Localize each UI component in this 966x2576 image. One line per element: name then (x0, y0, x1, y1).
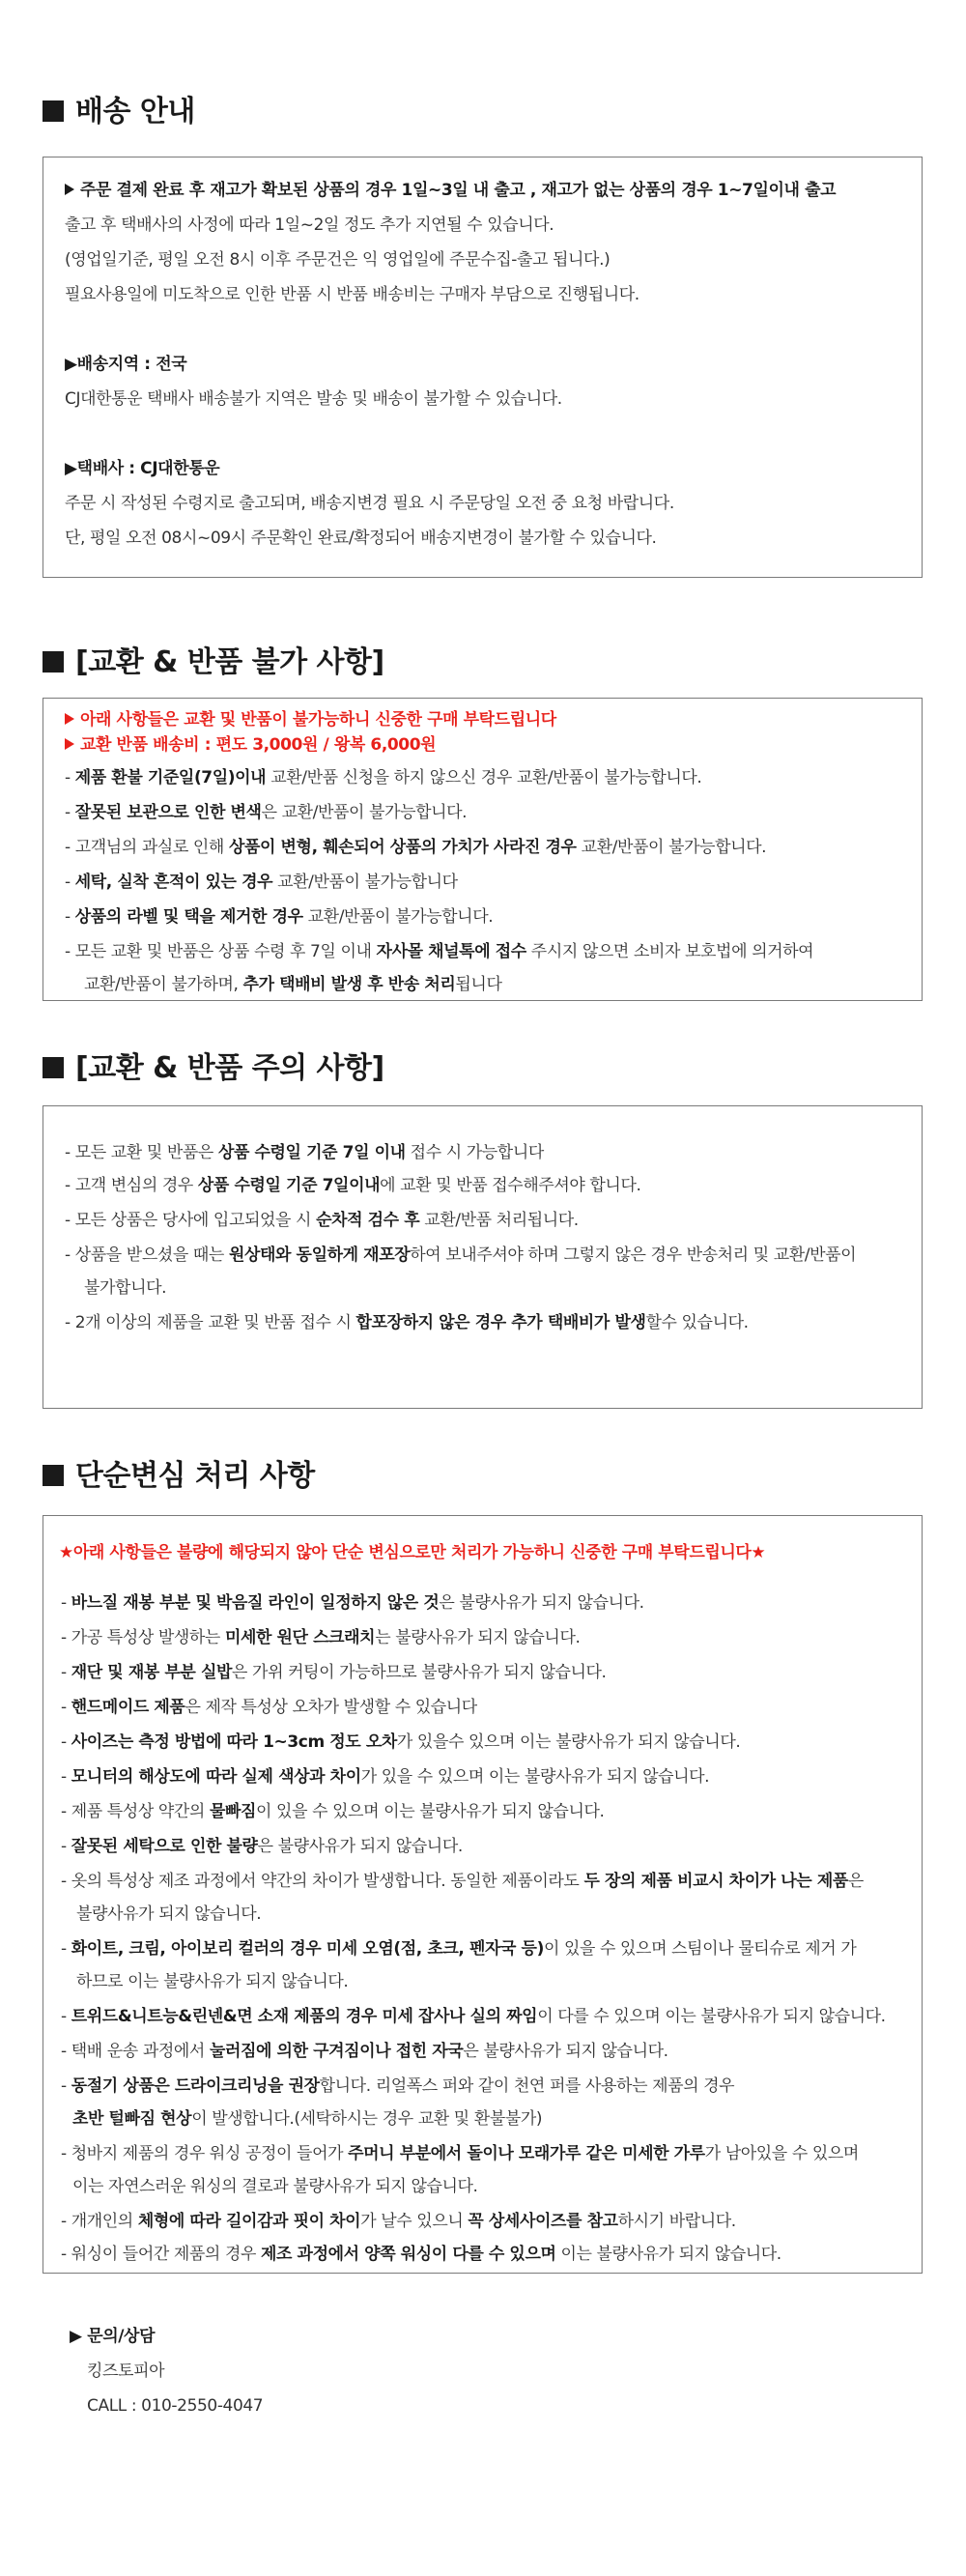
simple-s6-c-text: 가 있을 수 있으며 이는 불량사유가 되지 않습니다. (360, 1767, 710, 1787)
shipping-courier-desc-1: 주문 시 작성된 수령지로 출고되며, 배송지변경 필요 시 주문당일 오전 중 요청 바랍니다. (65, 494, 674, 513)
no-return-i3-c-text: 교환/반품이 불가능합니다. (576, 838, 767, 857)
simple-item-1 (43, 1591, 939, 1615)
simple-s10l2-text: 하므로 이는 불량사유가 되지 않습니다. (76, 1972, 349, 1991)
simple-item-13-cont (43, 2107, 951, 2131)
simple-s16-b-text: 제조 과정에서 양쪽 워싱이 다를 수 있으며 (261, 2245, 556, 2264)
no-return-warn1-text: 아래 사항들은 교환 및 반품이 불가능하니 신중한 구매 부탁드립니다 (80, 710, 556, 730)
no-return-i5-c-text: 교환/반품이 불가능합니다. (302, 907, 494, 927)
contact-call: CALL : 010-2550-4047 (87, 2396, 264, 2416)
no-return-i4-c-text: 교환/반품이 불가능합니다 (272, 873, 458, 892)
simple-s6-b-text: 모니터의 해상도에 따라 실제 색상과 차이 (71, 1767, 361, 1787)
simple-s7-c-text: 이 있을 수 있으며 이는 불량사유가 되지 않습니다. (256, 1802, 605, 1821)
simple-s4-a-text: - (61, 1698, 71, 1717)
simple-s2-a-text: - 가공 특성상 발생하는 (61, 1628, 225, 1647)
simple-s11-c-text: 이 다를 수 있으며 이는 불량사유가 되지 않습니다. (537, 2007, 886, 2026)
caution-c5-c-text: 할수 있습니다. (645, 1313, 749, 1332)
caution-c4-a-text: - 상품을 받으셨을 때는 (65, 1245, 229, 1265)
simple-item-8 (43, 1835, 939, 1858)
simple-s5-b-text: 사이즈는 측정 방법에 따라 1~3cm 정도 오차 (71, 1732, 397, 1752)
shipping-courier-title: ▶택배사 : CJ대한통운 (65, 459, 220, 478)
simple-s15-a-text: - 개개인의 (61, 2212, 138, 2231)
simple-s10-c-text: 이 있을 수 있으며 스팀이나 물티슈로 제거 가 (543, 1939, 857, 1959)
simple-s3-b-text: 재단 및 재봉 부분 실밥 (71, 1663, 233, 1682)
caution-c4-c-text: 하여 보내주셔야 하며 그렇지 않은 경우 반송처리 및 교환/반품이 (410, 1245, 857, 1265)
simple-s16-c-text: 이는 불량사유가 되지 않습니다. (555, 2245, 781, 2264)
simple-item-14-cont (43, 2175, 951, 2198)
no-return-i1-b-text: 제품 환불 기준일(7일)이내 (74, 768, 267, 787)
caution-c3-c-text: 교환/반품 처리됩니다. (419, 1211, 579, 1230)
simple-s2-b-text: 미세한 원단 스크래치 (224, 1628, 376, 1647)
shipping-title-text: 배송 안내 (75, 95, 195, 129)
contact-section (0, 2300, 966, 2474)
no-return-i1-a-text: - (65, 768, 75, 787)
simple-s2-c-text: 는 불량사유가 되지 않습니다. (375, 1628, 581, 1647)
simple-s1-b-text: 바느질 재봉 부분 및 박음질 라인이 일정하지 않은 것 (71, 1593, 440, 1613)
caution-title-text: [교환 & 반품 주의 사항] (75, 1051, 384, 1085)
caution-c2-a-text: - 고객 변심의 경우 (65, 1176, 198, 1195)
simple-s12-c-text: 은 불량사유가 되지 않습니다. (463, 2042, 668, 2061)
simple-item-9-cont (43, 1903, 954, 1926)
simple-s15-d-text: 꼭 상세사이즈를 참고 (468, 2212, 618, 2231)
simple-s13-c-text: 합니다. 리얼폭스 퍼와 같이 천연 퍼를 사용하는 제품의 경우 (319, 2076, 735, 2096)
simple-s14-c-text: 가 남아있을 수 있으며 (704, 2144, 859, 2163)
simple-s3-a-text: - (61, 1663, 71, 1682)
caution-c5-b-text: 합포장하지 않은 경우 추가 택배비가 발생 (355, 1313, 646, 1332)
simple-item-13 (43, 2075, 939, 2098)
simple-change-title (43, 1457, 315, 1496)
caution-c1-a-text: - 모든 교환 및 반품은 (65, 1143, 218, 1162)
no-return-i4-b-text: 세탁, 실착 흔적이 있는 경우 (74, 873, 273, 892)
simple-item-5 (43, 1731, 939, 1754)
no-return-i6l2-a-text: 교환/반품이 불가하며, (84, 975, 243, 994)
no-return-i2-a-text: - (65, 803, 75, 822)
no-return-i2-b-text: 잘못된 보관으로 인한 변색 (74, 803, 262, 822)
simple-item-11 (43, 2005, 939, 2028)
simple-item-4 (43, 1696, 939, 1719)
contact-name: 킹즈토피아 (87, 2361, 165, 2381)
shipping-area-desc: CJ대한통운 택배사 배송불가 지역은 발송 및 배송이 불가할 수 있습니다. (65, 389, 562, 409)
no-return-i2-c-text: 은 교환/반품이 불가능합니다. (261, 803, 468, 822)
contact-title: ▶ 문의/상담 (70, 2327, 156, 2346)
simple-item-12 (43, 2040, 939, 2063)
simple-s8-c-text: 은 불량사유가 되지 않습니다. (257, 1837, 463, 1856)
simple-s11-a-text: - (61, 2007, 71, 2026)
caution-c1-c-text: 접수 시 가능합니다 (405, 1143, 544, 1162)
no-return-i6-a-text: - 모든 교환 및 반품은 상품 수령 후 7일 이내 (65, 942, 377, 961)
no-return-i6-b-text: 자사몰 채널톡에 접수 (376, 942, 526, 961)
simple-s14-b-text: 주머니 부분에서 돌이나 모래가루 같은 미세한 가루 (348, 2144, 705, 2163)
simple-s15-c-text: 가 날수 있으니 (360, 2212, 469, 2231)
simple-item-15 (43, 2210, 939, 2233)
shipping-line3-text: (영업일기준, 평일 오전 8시 이후 주문건은 익 영업일에 주문수집-출고 됩니다.) (65, 250, 611, 270)
simple-change-box (43, 1515, 923, 2274)
caution-c4-b-text: 원상태와 동일하게 재포장 (228, 1245, 411, 1265)
simple-item-6 (43, 1765, 939, 1789)
simple-s9-a-text: - 옷의 특성상 제조 과정에서 약간의 차이가 발생합니다. 동일한 제품이라도 (61, 1872, 584, 1891)
simple-s5-c-text: 가 있을수 있으며 이는 불량사유가 되지 않습니다. (396, 1732, 741, 1752)
simple-s4-b-text: 핸드메이드 제품 (71, 1698, 185, 1717)
simple-s8-b-text: 잘못된 세탁으로 인한 불량 (71, 1837, 258, 1856)
shipping-line4-text: 필요사용일에 미도착으로 인한 반품 시 반품 배송비는 구매자 부담으로 진행됩니다. (65, 285, 639, 304)
no-return-title-text: [교환 & 반품 불가 사항] (75, 645, 384, 679)
no-return-i6-c-text: 주시지 않으면 소비자 보호법에 의거하여 (526, 942, 814, 961)
simple-item-10-cont (43, 1970, 954, 1993)
simple-s13-b-text: 동절기 상품은 드라이크리닝을 권장 (71, 2076, 320, 2096)
simple-s13l2-b-text: 초반 털빠짐 현상 (72, 2109, 192, 2129)
simple-s7-a-text: - 제품 특성상 약간의 (61, 1802, 210, 1821)
simple-s16-a-text: - 워싱이 들어간 제품의 경우 (61, 2245, 261, 2264)
simple-s15-e-text: 하시기 바랍니다. (617, 2212, 736, 2231)
simple-item-14 (43, 2142, 939, 2165)
simple-s6-a-text: - (61, 1767, 71, 1787)
caution-c3-b-text: 순차적 검수 후 (316, 1211, 420, 1230)
square-bullet-icon (43, 1465, 64, 1486)
simple-s1-a-text: - (61, 1593, 71, 1613)
caution-c4l2-text: 불가합니다. (84, 1278, 167, 1298)
caution-c2-b-text: 상품 수령일 기준 7일이내 (197, 1176, 381, 1195)
simple-s4-c-text: 은 제작 특성상 오차가 발생할 수 있습니다 (185, 1698, 477, 1717)
simple-s10-b-text: 화이트, 크림, 아이보리 컬러의 경우 미세 오염(점, 초크, 펜자국 등) (71, 1939, 544, 1959)
simple-s10-a-text: - (61, 1939, 71, 1959)
no-return-i4-a-text: - (65, 873, 75, 892)
simple-s12-a-text: - 택배 운송 과정에서 (61, 2042, 210, 2061)
simple-s13l2-c-text: 이 발생합니다.(세탁하시는 경우 교환 및 환불불가) (191, 2109, 543, 2129)
simple-s3-c-text: 은 가위 커팅이 가능하므로 불량사유가 되지 않습니다. (232, 1663, 607, 1682)
simple-s9-c-text: 은 (847, 1872, 864, 1891)
simple-s9l2-text: 불량사유가 되지 않습니다. (76, 1904, 262, 1924)
simple-s8-a-text: - (61, 1837, 71, 1856)
simple-s7-b-text: 물빠짐 (209, 1802, 257, 1821)
no-return-i5-b-text: 상품의 라벨 및 택을 제거한 경우 (74, 907, 303, 927)
simple-item-10 (43, 1937, 939, 1961)
simple-s5-a-text: - (61, 1732, 71, 1752)
simple-s11-b-text: 트위드&니트능&린넨&면 소재 제품의 경우 미세 잡사나 실의 짜임 (71, 2007, 538, 2026)
simple-change-warning: ★아래 사항들은 불량에 해당되지 않아 단순 변심으로만 처리가 가능하니 신중한 구매 부탁드립니다★ (59, 1543, 766, 1562)
caution-c1-b-text: 상품 수령일 기준 7일 이내 (217, 1143, 406, 1162)
no-return-warn2-text: 교환 반품 배송비 : 편도 3,000원 / 왕복 6,000원 (80, 735, 437, 755)
simple-s14l2-text: 이는 자연스러운 워싱의 결로과 불량사유가 되지 않습니다. (72, 2177, 478, 2196)
simple-s12-b-text: 눌러짐에 의한 구겨짐이나 접힌 자국 (209, 2042, 464, 2061)
simple-item-16 (43, 2243, 939, 2266)
simple-s13-a-text: - (61, 2076, 71, 2096)
no-return-i6l2-c-text: 됩니다 (455, 975, 502, 994)
no-return-i1-c-text: 교환/반품 신청을 하지 않으신 경우 교환/반품이 불가능합니다. (266, 768, 702, 787)
simple-s9-b-text: 두 장의 제품 비교시 차이가 나는 제품 (583, 1872, 848, 1891)
shipping-area-title: ▶배송지역 : 전국 (65, 355, 187, 374)
simple-s14-a-text: - 청바지 제품의 경우 워싱 공정이 들어가 (61, 2144, 349, 2163)
no-return-i6l2-b-text: 추가 택배비 발생 후 반송 처리 (242, 975, 456, 994)
no-return-i3-b-text: 상품이 변형, 훼손되어 상품의 가치가 사라진 경우 (228, 838, 577, 857)
simple-s1-c-text: 은 불량사유가 되지 않습니다. (439, 1593, 644, 1613)
caution-c2-c-text: 에 교환 및 반품 접수해주셔야 합니다. (380, 1176, 641, 1195)
caution-c3-a-text: - 모든 상품은 당사에 입고되었을 시 (65, 1211, 317, 1230)
shipping-line2-text: 출고 후 택배사의 사정에 따라 1일~2일 정도 추가 지연될 수 있습니다. (65, 215, 554, 235)
simple-item-3 (43, 1661, 939, 1684)
shipping-line1-a-text: 주문 결제 완료 후 재고가 확보된 상품의 경우 1일~3일 내 출고 , 재고가 없는 상품의 경우 1~7일이내 출고 (80, 181, 837, 200)
simple-item-7 (43, 1800, 939, 1823)
simple-s15-b-text: 체형에 따라 길이감과 핏이 차이 (137, 2212, 361, 2231)
caution-c5-a-text: - 2개 이상의 제품을 교환 및 반품 접수 시 (65, 1313, 356, 1332)
shipping-courier-desc-2: 단, 평일 오전 08시~09시 주문확인 완료/확정되어 배송지변경이 불가할 수 있습니다. (65, 529, 657, 548)
simple-item-2 (43, 1626, 939, 1649)
no-return-i5-a-text: - (65, 907, 75, 927)
simple-title-text: 단순변심 처리 사항 (75, 1459, 315, 1493)
simple-item-9 (43, 1870, 939, 1893)
no-return-i3-a-text: - 고객님의 과실로 인해 (65, 838, 229, 857)
